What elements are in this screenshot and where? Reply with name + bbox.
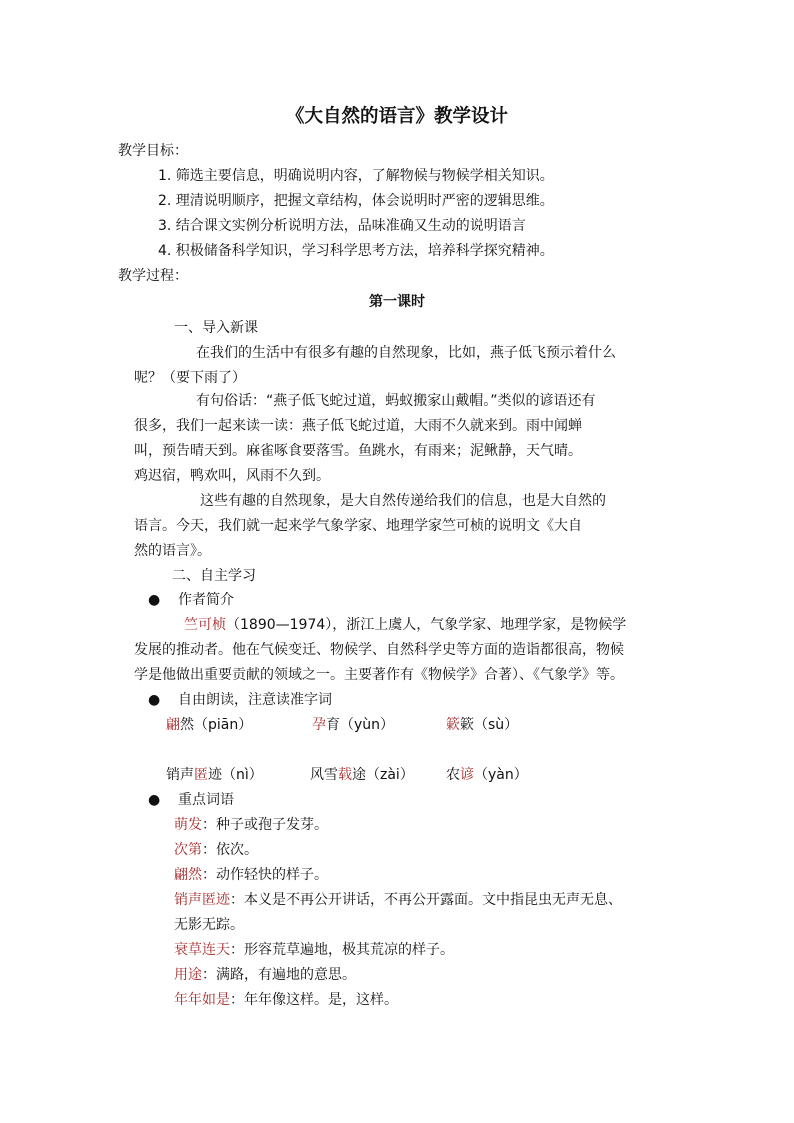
objective-2: 2. 理清说明顺序，把握文章结构，体会说明时严密的逻辑思维。 [158, 193, 554, 209]
word-item: 簌簌（sù） [446, 717, 519, 733]
paragraph-line: 鸡迟宿，鸭欢叫，风雨不久到。 [134, 468, 330, 484]
author-line: 发展的推动者。他在气候变迁、物候学、自然科学史等方面的造诣都很高，物候 [134, 642, 624, 658]
objective-4: 4. 积极储备科学知识，学习科学思考方法，培养科学探究精神。 [158, 243, 554, 259]
vocab-item: 萌发：种子或孢子发芽。 [174, 817, 328, 833]
paragraph-line: 在我们的生活中有很多有趣的自然现象，比如，燕子低飞预示着什么 [196, 345, 616, 361]
reading-label: 自由朗读，注意读准字词 [178, 692, 332, 708]
document-title: 《大自然的语言》教学设计 [285, 106, 508, 127]
paragraph-line: 然的语言》。 [134, 543, 211, 559]
process-label: 教学过程： [118, 268, 188, 284]
author-line: 学是他做出重要贡献的领域之一。主要著作有《物候学》合著）、《气象学》等。 [134, 667, 624, 683]
vocab-item: 翩然：动作轻快的样子。 [174, 867, 328, 883]
vocab-item: 衰草连天：形容荒草遍地，极其荒凉的样子。 [174, 942, 454, 958]
paragraph-line: 很多，我们一起来读一读：燕子低飞蛇过道，大雨不久就来到。雨中闻蝉 [134, 418, 582, 434]
section2-heading: 二、自主学习 [172, 568, 256, 584]
vocab-label: 重点词语 [178, 792, 234, 808]
author-label: 作者简介 [178, 592, 234, 608]
paragraph-line: 呢？（要下雨了） [134, 370, 246, 386]
word-item: 销声匿迹（nì） [166, 767, 263, 783]
vocab-continuation: 无影无踪。 [174, 917, 244, 933]
author-line-rest: （1890—1974），浙江上虞人，气象学家、地理学家，是物候学 [226, 617, 627, 633]
paragraph-line: 有句俗话：“燕子低飞蛇过道，蚂蚁搬家山戴帽。”类似的谚语还有 [196, 393, 596, 409]
author-line [184, 615, 626, 635]
paragraph-line: 这些有趣的自然现象，是大自然传递给我们的信息，也是大自然的 [200, 493, 606, 509]
author-name: 竺可桢 [184, 617, 226, 633]
bullet-icon: ● [148, 692, 161, 708]
word-item: 农谚（yàn） [446, 767, 528, 783]
paragraph-line: 语言。今天，我们就一起来学气象学家、地理学家竺可桢的说明文《大自 [134, 518, 582, 534]
word-item: 翩然（piān） [166, 717, 253, 733]
objectives-label: 教学目标： [118, 143, 188, 159]
objective-1: 1. 筛选主要信息，明确说明内容，了解物候与物候学相关知识。 [158, 168, 554, 184]
vocab-item: 销声匿迹：本义是不再公开讲话，不再公开露面。文中指昆虫无声无息、 [174, 892, 622, 908]
lesson-heading: 第一课时 [369, 294, 425, 310]
bullet-icon: ● [148, 792, 161, 808]
vocab-item: 次第：依次。 [174, 842, 258, 858]
section1-heading: 一、导入新课 [174, 320, 258, 336]
word-item: 孕育（yùn） [312, 717, 395, 733]
paragraph-line: 叫，预告晴天到。麻雀啄食要落雪。鱼跳水，有雨来；泥鳅静，天气晴。 [134, 443, 582, 459]
bullet-icon: ● [148, 592, 161, 608]
objective-3: 3. 结合课文实例分析说明方法，品味准确又生动的说明语言 [158, 218, 526, 234]
vocab-item: 用途：满路，有遍地的意思。 [174, 967, 356, 983]
vocab-item: 年年如是：年年像这样。是，这样。 [174, 992, 398, 1008]
word-item: 风雪载途（zài） [310, 767, 414, 783]
